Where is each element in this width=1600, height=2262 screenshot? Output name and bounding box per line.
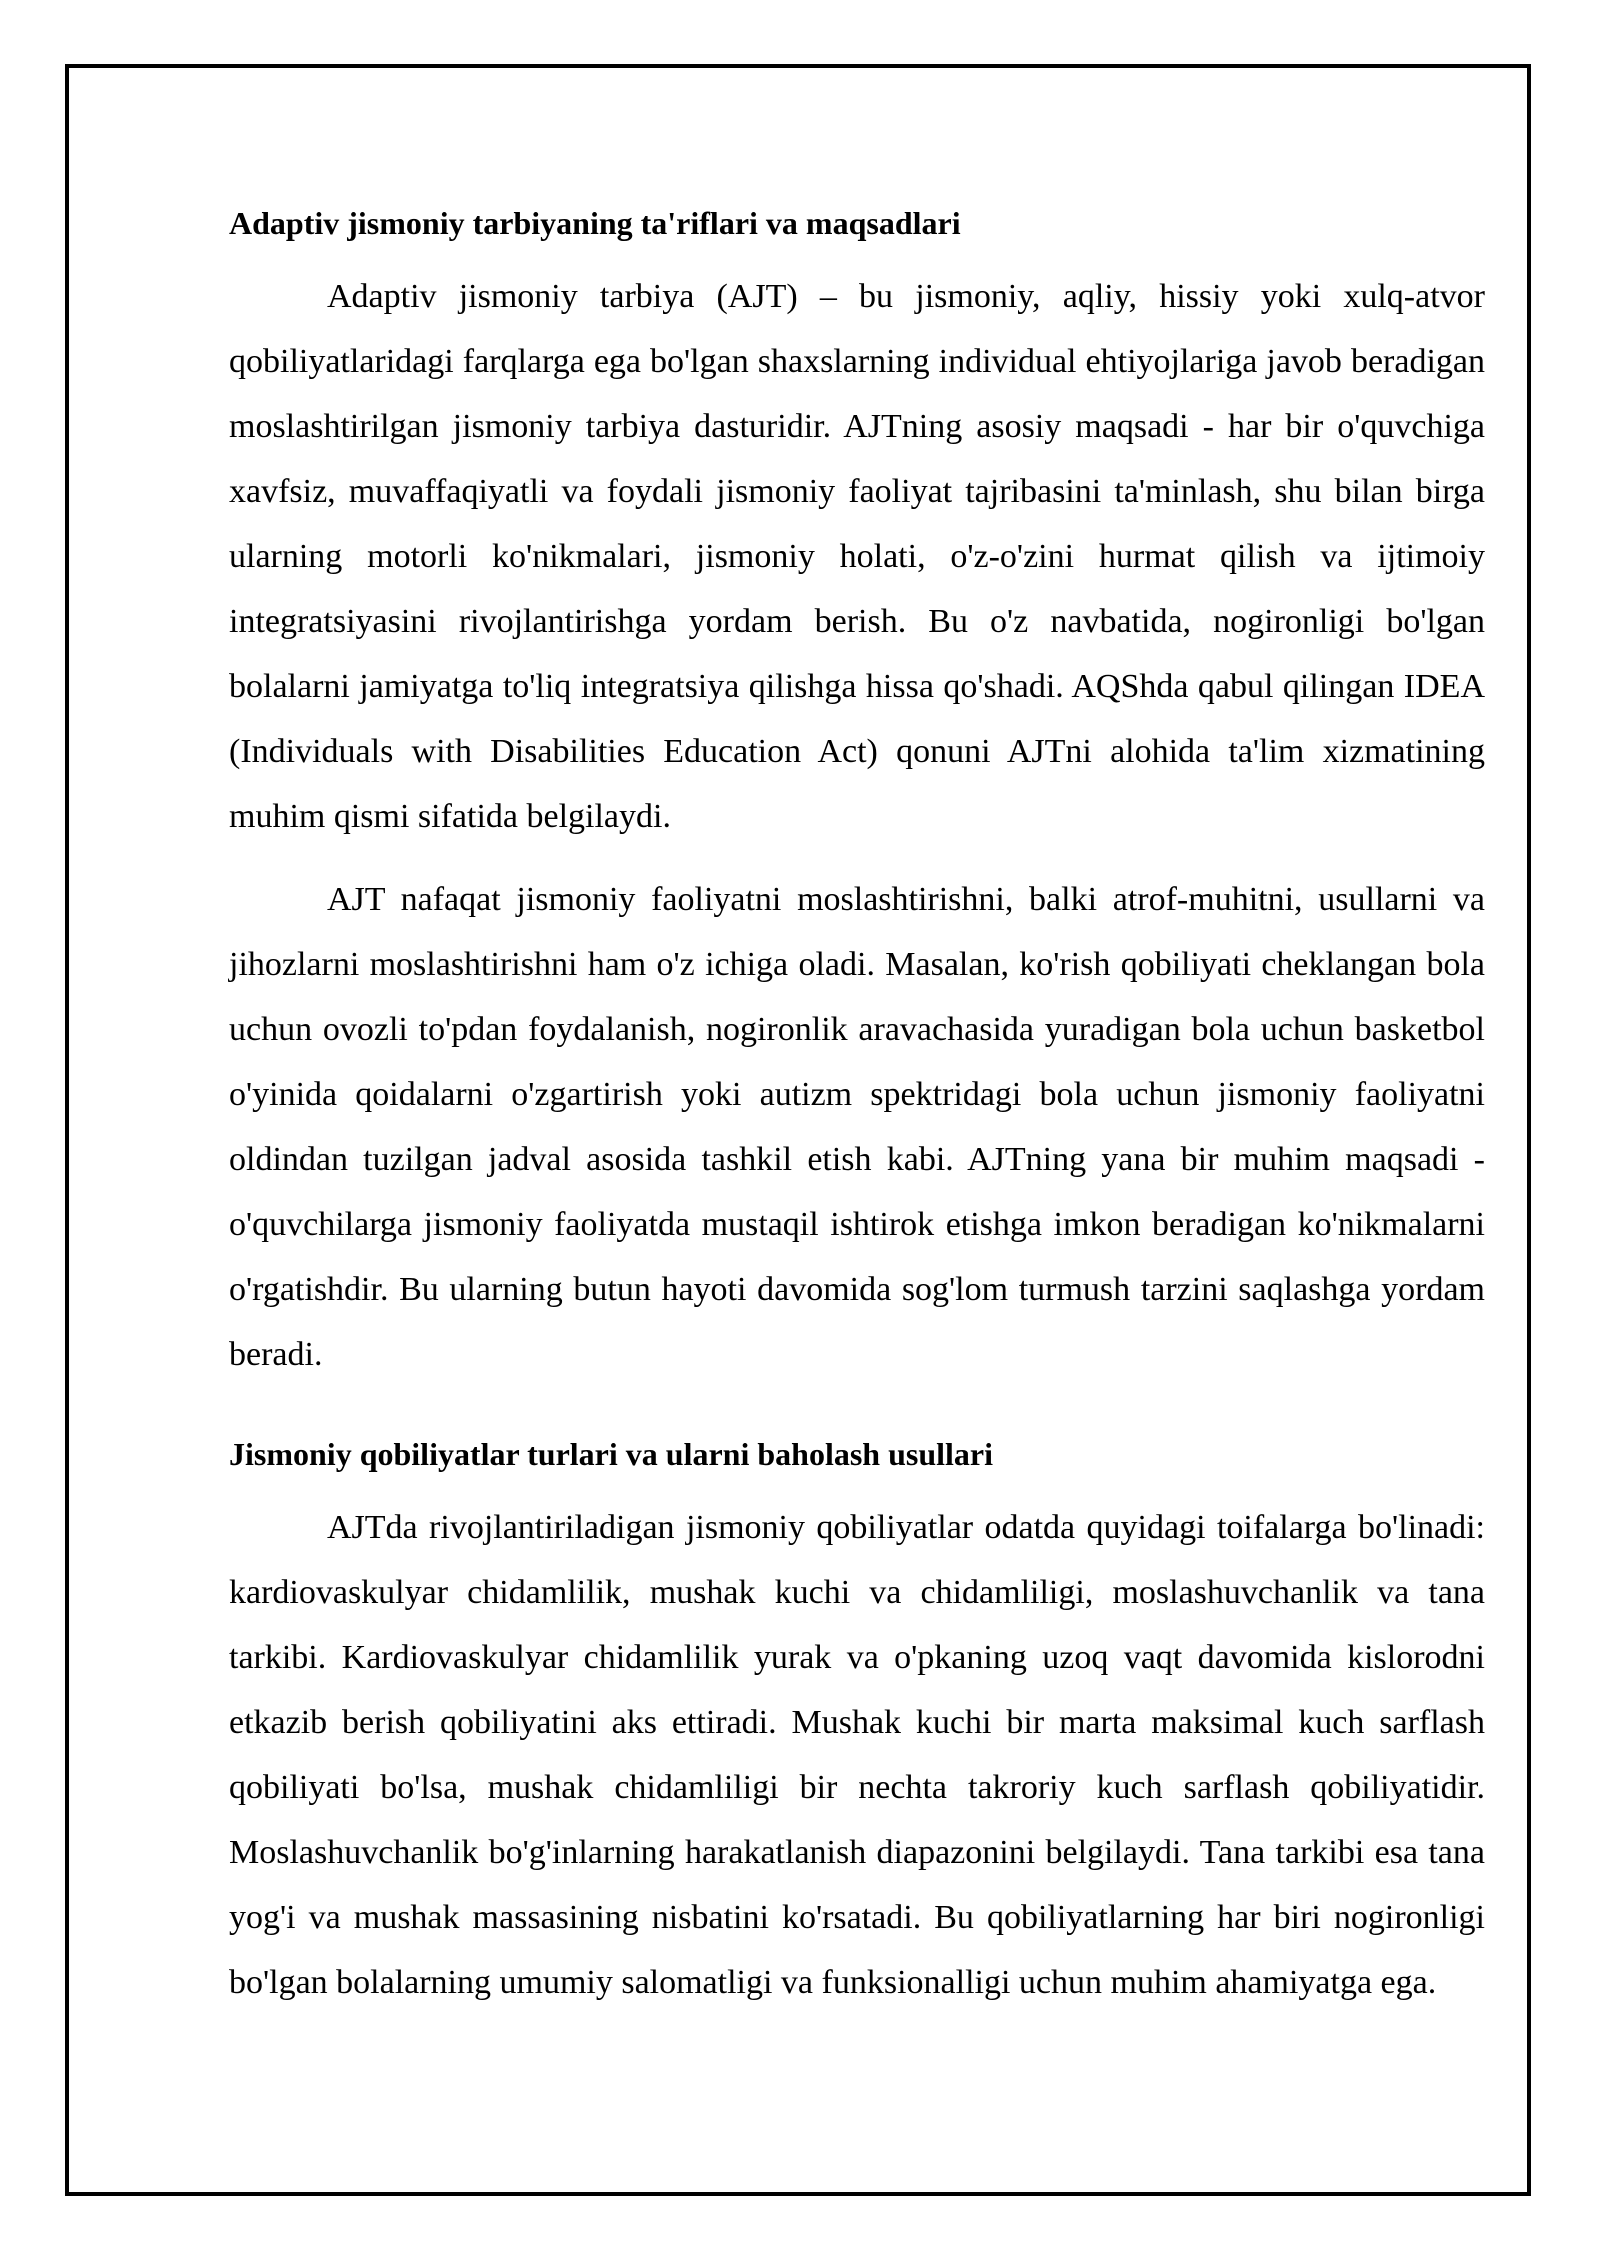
document-body bbox=[229, 200, 1485, 2033]
paragraph: Adaptiv jismoniy tarbiya (AJT) – bu jismoniy, aqliy, hissiy yoki xulq-atvor qobiliyatlaridagi farqlarga ega bo'lgan shaxslarning individual ehtiyojlariga javob beradigan moslashtirilgan jismoniy tarbiya dasturidir. AJTning asosiy maqsadi - har bir o'quvchiga xavfsiz, muvaffaqiyatli va foydali jismoniy faoliyat tajribasini ta'minlash, shu bilan birga ularning motorli ko'nikmalari, jismoniy holati, o'z-o'zini hurmat qilish va ijtimoiy integratsiyasini rivojlantirishga yordam berish. Bu o'z navbatida, nogironligi bo'lgan bolalarni jamiyatga to'liq integratsiya qilishga hissa qo'shadi. AQShda qabul qilingan IDEA (Individuals with Disabilities Education Act) qonuni AJTni alohida ta'lim xizmatining muhim qismi sifatida belgilaydi. bbox=[229, 278, 1485, 835]
section-heading: Adaptiv jismoniy tarbiyaning ta'riflari va maqsadlari bbox=[229, 205, 961, 241]
section-physical-abilities bbox=[229, 1431, 1485, 2015]
section-definitions bbox=[229, 200, 1485, 1387]
paragraph: AJT nafaqat jismoniy faoliyatni moslashtirishni, balki atrof-muhitni, usullarni va jihozlarni moslashtirishni ham o'z ichiga oladi. Masalan, ko'rish qobiliyati cheklangan bola uchun ovozli to'pdan foydalanish, nogironlik aravachasida yuradigan bola uchun basketbol o'yinida qoidalarni o'zgartirish yoki autizm spektridagi bola uchun jismoniy faoliyatni oldindan tuzilgan jadval asosida tashkil etish kabi. AJTning yana bir muhim maqsadi - o'quvchilarga jismoniy faoliyatda mustaqil ishtirok etishga imkon beradigan ko'nikmalarni o'rgatishdir. Bu ularning butun hayoti davomida sog'lom turmush tarzini saqlashga yordam beradi. bbox=[229, 881, 1485, 1373]
section-heading: Jismoniy qobiliyatlar turlari va ularni baholash usullari bbox=[229, 1436, 993, 1472]
paragraph: AJTda rivojlantiriladigan jismoniy qobiliyatlar odatda quyidagi toifalarga bo'linadi: kardiovaskulyar chidamlilik, mushak kuchi va chidamliligi, moslashuvchanlik va tana tarkibi. Kardiovaskulyar chidamlilik yurak va o'pkaning uzoq vaqt davomida kislorodni etkazib berish qobiliyatini aks ettiradi. Mushak kuchi bir marta maksimal kuch sarflash qobiliyati bo'lsa, mushak chidamliligi bir nechta takroriy kuch sarflash qobiliyatidir. Moslashuvchanlik bo'g'inlarning harakatlanish diapazonini belgilaydi. Tana tarkibi esa tana yog'i va mushak massasining nisbatini ko'rsatadi. Bu qobiliyatlarning har biri nogironligi bo'lgan bolalarning umumiy salomatligi va funksionalligi uchun muhim ahamiyatga ega. bbox=[229, 1509, 1485, 2001]
